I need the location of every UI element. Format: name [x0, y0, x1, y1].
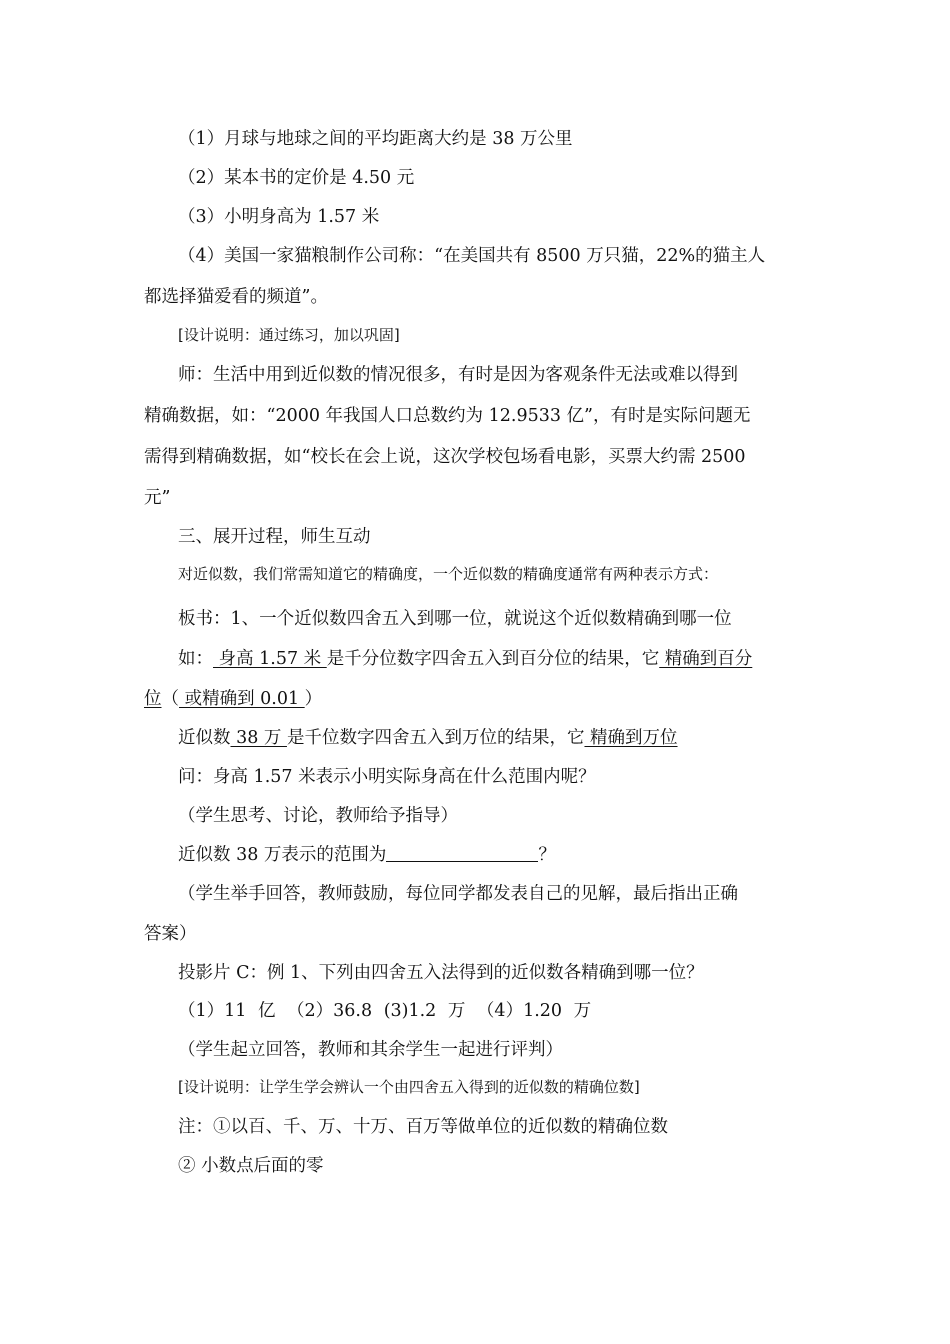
note-1: 注：①以百、千、万、十万、百万等做单位的近似数的精确位数: [178, 1117, 668, 1137]
example-middle: 是千分位数字四舍五入到百分位的结果，它: [326, 649, 660, 669]
student-think-note: （学生思考、讨论，教师给予指导）: [178, 806, 458, 826]
section-heading: 三、展开过程，师生互动: [178, 527, 371, 547]
note-2: ② 小数点后面的零: [178, 1156, 324, 1176]
example-prefix: 如：: [178, 649, 213, 669]
paragraph-teacher-line1: 师：生活中用到近似数的情况很多，有时是因为客观条件无法或难以得到: [178, 365, 738, 385]
exercise-item-1: （1）月球与地球之间的平均距离大约是 38 万公里: [178, 129, 573, 149]
example-2: [178, 724, 678, 749]
paragraph-teacher-line4: 元”: [144, 488, 171, 508]
evaluation-note: （学生起立回答，教师和其余学生一起进行评判）: [178, 1040, 563, 1060]
example-1-line2: [144, 685, 322, 710]
paragraph-teacher-line2: 精确数据，如：“2000 年我国人口总数约为 12.9533 亿”，有时是实际问题无: [144, 406, 751, 426]
exercise-item-4-cont: 都选择猫爱看的频道”。: [144, 287, 328, 307]
paren-open: （: [161, 689, 179, 709]
range-question: [178, 841, 556, 866]
answer-blank: [386, 843, 538, 862]
underlined-example: 身高 1.57 米: [213, 649, 327, 669]
paren-close: ）: [304, 689, 323, 709]
exercise-item-2: （2）某本书的定价是 4.50 元: [178, 168, 415, 188]
answer-note-line2: 答案）: [144, 924, 197, 944]
example-1-line1: [178, 645, 752, 670]
range-text: 近似数 38 万表示的范围为: [178, 845, 387, 865]
underlined-alt-precision: 或精确到 0.01: [179, 689, 305, 709]
range-mark: ？: [538, 845, 556, 865]
question-text: 问：身高 1.57 米表示小明实际身高在什么范围内呢？: [178, 767, 596, 787]
underlined-precision: 精确到百分: [659, 649, 753, 669]
exercise-item-4: （4）美国一家猫粮制作公司称：“在美国共有 8500 万只猫，22%的猫主人: [178, 246, 766, 266]
design-note-2: [设计说明：让学生学会辨认一个由四舍五入得到的近似数的精确位数]: [178, 1078, 640, 1096]
intro-text: 对近似数，我们常需知道它的精确度，一个近似数的精确度通常有两种表示方式：: [178, 565, 719, 583]
underlined-number: 38 万: [230, 728, 287, 748]
exercise-item-3: （3）小明身高为 1.57 米: [178, 207, 380, 227]
paragraph-teacher-line3: 需得到精确数据，如“校长在会上说，这次学校包场看电影，买票大约需 2500: [144, 447, 746, 467]
answer-note-line1: （学生举手回答，教师鼓励，每位同学都发表自己的见解，最后指出正确: [178, 884, 738, 904]
design-note-1: [设计说明：通过练习，加以巩固]: [178, 326, 400, 344]
board-text: 板书：1、一个近似数四舍五入到哪一位，就说这个近似数精确到哪一位: [178, 609, 732, 629]
example-2-middle: 是千位数字四舍五入到万位的结果，它: [286, 728, 585, 748]
slide-example: 投影片 C：例 1、下列由四舍五入法得到的近似数各精确到哪一位？: [178, 963, 704, 983]
example-2-prefix: 近似数: [178, 728, 231, 748]
example-items: （1）11 亿 （2）36.8 (3)1.2 万 （4）1.20 万: [178, 1001, 592, 1021]
underlined-precision-2: 精确到万位: [584, 728, 678, 748]
underlined-precision-cont: 位: [144, 689, 162, 709]
